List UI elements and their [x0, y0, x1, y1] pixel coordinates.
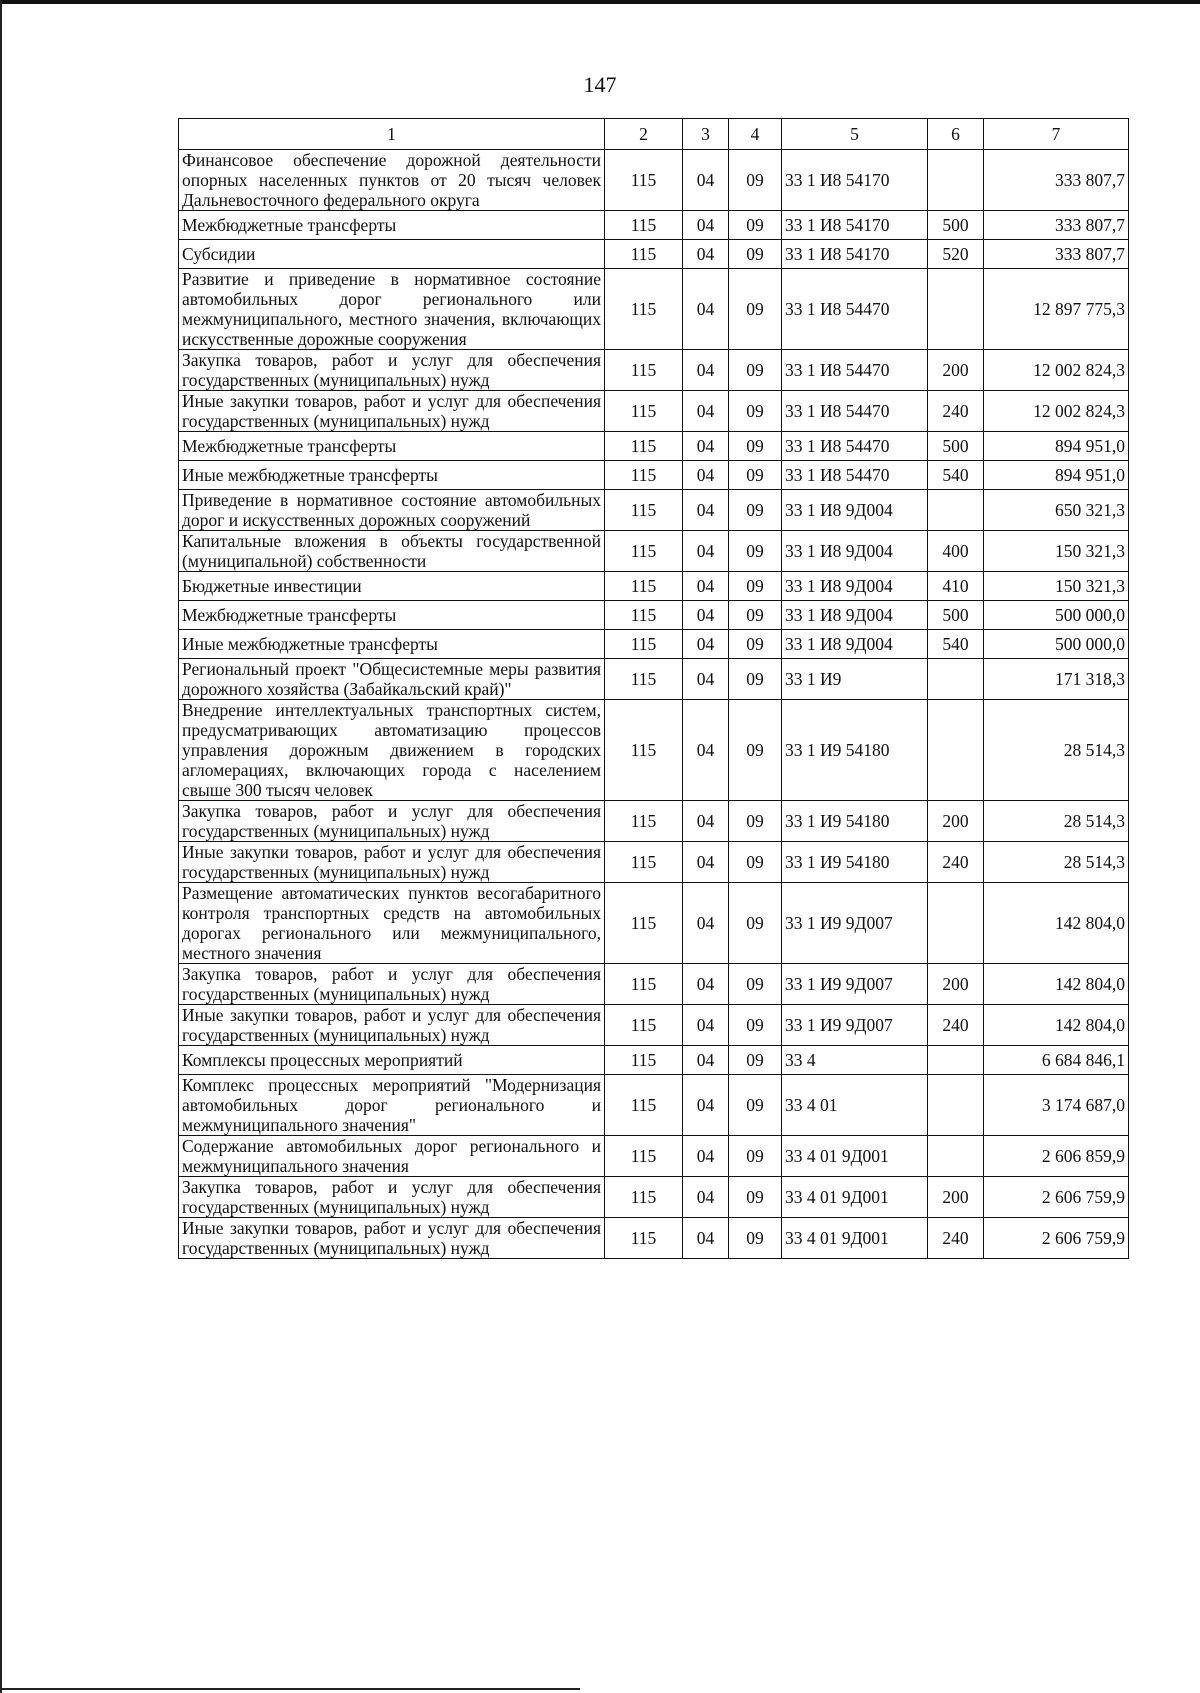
row-name: Содержание автомобильных дорог регионального и межмуниципального значения — [179, 1136, 605, 1177]
row-col-6: 500 — [928, 601, 984, 630]
row-col-6 — [928, 150, 984, 211]
row-col-5: 33 4 01 9Д001 — [782, 1136, 928, 1177]
table-row — [179, 659, 1129, 700]
row-col-4: 09 — [729, 572, 782, 601]
row-col-2: 115 — [605, 572, 683, 601]
row-col-4: 09 — [729, 1075, 782, 1136]
row-name: Закупка товаров, работ и услуг для обеспечения государственных (муниципальных) нужд — [179, 964, 605, 1005]
row-col-5: 33 1 И8 54170 — [782, 211, 928, 240]
row-col-3: 04 — [683, 1136, 729, 1177]
row-col-4: 09 — [729, 350, 782, 391]
table-row — [179, 1005, 1129, 1046]
table-row — [179, 1136, 1129, 1177]
row-col-6 — [928, 883, 984, 964]
row-name: Межбюджетные трансферты — [179, 432, 605, 461]
row-col-4: 09 — [729, 1005, 782, 1046]
row-col-6: 240 — [928, 1218, 984, 1259]
row-col-6 — [928, 490, 984, 531]
row-col-7: 12 897 775,3 — [984, 269, 1129, 350]
row-col-2: 115 — [605, 1046, 683, 1075]
row-name: Комплексы процессных мероприятий — [179, 1046, 605, 1075]
row-col-7: 12 002 824,3 — [984, 391, 1129, 432]
row-col-3: 04 — [683, 240, 729, 269]
row-col-7: 2 606 759,9 — [984, 1218, 1129, 1259]
row-col-7: 150 321,3 — [984, 572, 1129, 601]
table-row — [179, 601, 1129, 630]
row-col-5: 33 1 И8 54470 — [782, 269, 928, 350]
header-col-7: 7 — [984, 119, 1129, 150]
row-col-7: 28 514,3 — [984, 842, 1129, 883]
row-name: Межбюджетные трансферты — [179, 211, 605, 240]
row-name: Иные закупки товаров, работ и услуг для обеспечения государственных (муниципальных) нужд — [179, 391, 605, 432]
row-col-7: 28 514,3 — [984, 700, 1129, 801]
table-row — [179, 1046, 1129, 1075]
table-row — [179, 842, 1129, 883]
row-col-3: 04 — [683, 211, 729, 240]
row-col-5: 33 4 01 9Д001 — [782, 1177, 928, 1218]
row-col-2: 115 — [605, 801, 683, 842]
row-col-5: 33 1 И9 9Д007 — [782, 883, 928, 964]
row-col-2: 115 — [605, 883, 683, 964]
row-col-3: 04 — [683, 150, 729, 211]
row-col-7: 142 804,0 — [984, 964, 1129, 1005]
row-col-3: 04 — [683, 432, 729, 461]
table-row — [179, 531, 1129, 572]
row-col-4: 09 — [729, 461, 782, 490]
table-row — [179, 1177, 1129, 1218]
table-row — [179, 964, 1129, 1005]
row-col-5: 33 1 И8 9Д004 — [782, 531, 928, 572]
row-col-5: 33 4 — [782, 1046, 928, 1075]
table-row — [179, 150, 1129, 211]
header-col-3: 3 — [683, 119, 729, 150]
row-col-4: 09 — [729, 150, 782, 211]
scan-bottom-border — [0, 1688, 580, 1690]
scan-top-border — [0, 0, 1200, 4]
row-col-2: 115 — [605, 1177, 683, 1218]
row-col-5: 33 1 И8 54470 — [782, 391, 928, 432]
row-name: Комплекс процессных мероприятий "Модернизация автомобильных дорог регионального и межмуниципального значения" — [179, 1075, 605, 1136]
row-col-3: 04 — [683, 269, 729, 350]
row-name: Капитальные вложения в объекты государственной (муниципальной) собственности — [179, 531, 605, 572]
row-name: Иные закупки товаров, работ и услуг для обеспечения государственных (муниципальных) нужд — [179, 842, 605, 883]
row-name: Межбюджетные трансферты — [179, 601, 605, 630]
row-col-6: 410 — [928, 572, 984, 601]
row-col-4: 09 — [729, 659, 782, 700]
row-col-6: 240 — [928, 842, 984, 883]
row-col-7: 333 807,7 — [984, 211, 1129, 240]
row-name: Финансовое обеспечение дорожной деятельности опорных населенных пунктов от 20 тысяч человек Дальневосточного федерального округа — [179, 150, 605, 211]
row-col-5: 33 4 01 9Д001 — [782, 1218, 928, 1259]
row-col-4: 09 — [729, 630, 782, 659]
row-col-7: 28 514,3 — [984, 801, 1129, 842]
row-col-6: 240 — [928, 1005, 984, 1046]
row-col-2: 115 — [605, 1005, 683, 1046]
scan-left-border — [0, 0, 2, 1693]
row-col-7: 150 321,3 — [984, 531, 1129, 572]
row-name: Приведение в нормативное состояние автомобильных дорог и искусственных дорожных сооружений — [179, 490, 605, 531]
row-col-5: 33 1 И9 54180 — [782, 700, 928, 801]
table-row — [179, 630, 1129, 659]
row-col-3: 04 — [683, 1046, 729, 1075]
row-col-3: 04 — [683, 531, 729, 572]
table-row — [179, 461, 1129, 490]
row-col-4: 09 — [729, 531, 782, 572]
row-col-6: 520 — [928, 240, 984, 269]
row-col-6: 500 — [928, 432, 984, 461]
row-col-2: 115 — [605, 211, 683, 240]
row-col-6 — [928, 1075, 984, 1136]
row-col-6 — [928, 1136, 984, 1177]
row-name: Закупка товаров, работ и услуг для обеспечения государственных (муниципальных) нужд — [179, 350, 605, 391]
row-col-2: 115 — [605, 240, 683, 269]
table-body — [179, 150, 1129, 1259]
table-row — [179, 1218, 1129, 1259]
row-col-3: 04 — [683, 630, 729, 659]
row-col-3: 04 — [683, 801, 729, 842]
row-name: Развитие и приведение в нормативное состояние автомобильных дорог регионального или межмуниципального, местного значения, включающих искусственные дорожные сооружения — [179, 269, 605, 350]
row-col-6 — [928, 700, 984, 801]
row-col-3: 04 — [683, 964, 729, 1005]
row-col-4: 09 — [729, 269, 782, 350]
row-col-4: 09 — [729, 964, 782, 1005]
row-col-4: 09 — [729, 1218, 782, 1259]
row-col-5: 33 1 И9 9Д007 — [782, 1005, 928, 1046]
page-number: 147 — [583, 72, 617, 97]
row-col-7: 2 606 759,9 — [984, 1177, 1129, 1218]
table-row — [179, 1075, 1129, 1136]
row-col-6: 200 — [928, 964, 984, 1005]
row-name: Иные закупки товаров, работ и услуг для обеспечения государственных (муниципальных) нужд — [179, 1005, 605, 1046]
row-col-2: 115 — [605, 630, 683, 659]
row-col-3: 04 — [683, 391, 729, 432]
row-col-2: 115 — [605, 842, 683, 883]
row-col-4: 09 — [729, 700, 782, 801]
row-name: Внедрение интеллектуальных транспортных систем, предусматривающих автоматизацию процессов управления дорожным движением в городских агломерациях, включающих города с населением свыше 300 тысяч человек — [179, 700, 605, 801]
row-col-5: 33 1 И8 9Д004 — [782, 630, 928, 659]
row-col-6: 200 — [928, 350, 984, 391]
row-col-5: 33 1 И8 54470 — [782, 432, 928, 461]
row-name: Размещение автоматических пунктов весогабаритного контроля транспортных средств на автомобильных дорогах регионального или межмуниципального, местного значения — [179, 883, 605, 964]
table-row — [179, 883, 1129, 964]
row-col-6: 240 — [928, 391, 984, 432]
header-col-2: 2 — [605, 119, 683, 150]
row-col-5: 33 1 И8 9Д004 — [782, 572, 928, 601]
row-col-5: 33 1 И9 54180 — [782, 842, 928, 883]
row-col-5: 33 1 И8 54470 — [782, 461, 928, 490]
row-col-5: 33 1 И9 — [782, 659, 928, 700]
row-name: Иные межбюджетные трансферты — [179, 630, 605, 659]
row-col-3: 04 — [683, 842, 729, 883]
table-row — [179, 240, 1129, 269]
table-row — [179, 211, 1129, 240]
table-row — [179, 391, 1129, 432]
row-col-5: 33 1 И8 54470 — [782, 350, 928, 391]
row-col-6 — [928, 659, 984, 700]
row-name: Закупка товаров, работ и услуг для обеспечения государственных (муниципальных) нужд — [179, 801, 605, 842]
table-row — [179, 801, 1129, 842]
row-col-6 — [928, 269, 984, 350]
row-col-4: 09 — [729, 801, 782, 842]
row-col-6: 500 — [928, 211, 984, 240]
row-col-2: 115 — [605, 350, 683, 391]
row-col-7: 142 804,0 — [984, 883, 1129, 964]
row-col-7: 142 804,0 — [984, 1005, 1129, 1046]
row-col-3: 04 — [683, 700, 729, 801]
row-col-4: 09 — [729, 1046, 782, 1075]
row-col-3: 04 — [683, 350, 729, 391]
row-col-7: 2 606 859,9 — [984, 1136, 1129, 1177]
row-col-4: 09 — [729, 601, 782, 630]
row-col-7: 500 000,0 — [984, 601, 1129, 630]
row-col-2: 115 — [605, 531, 683, 572]
table-header-row — [179, 119, 1129, 150]
row-col-6: 540 — [928, 461, 984, 490]
row-col-5: 33 1 И8 9Д004 — [782, 490, 928, 531]
row-col-2: 115 — [605, 150, 683, 211]
row-col-4: 09 — [729, 842, 782, 883]
row-col-2: 115 — [605, 964, 683, 1005]
row-col-4: 09 — [729, 883, 782, 964]
table-row — [179, 700, 1129, 801]
row-col-4: 09 — [729, 391, 782, 432]
row-col-3: 04 — [683, 1075, 729, 1136]
row-name: Бюджетные инвестиции — [179, 572, 605, 601]
row-col-6: 200 — [928, 1177, 984, 1218]
row-col-3: 04 — [683, 601, 729, 630]
row-col-7: 171 318,3 — [984, 659, 1129, 700]
row-col-5: 33 1 И8 54170 — [782, 150, 928, 211]
row-col-7: 333 807,7 — [984, 150, 1129, 211]
row-col-7: 6 684 846,1 — [984, 1046, 1129, 1075]
row-name: Субсидии — [179, 240, 605, 269]
row-col-6 — [928, 1046, 984, 1075]
row-col-2: 115 — [605, 432, 683, 461]
row-col-5: 33 1 И9 54180 — [782, 801, 928, 842]
row-col-2: 115 — [605, 1075, 683, 1136]
row-col-3: 04 — [683, 659, 729, 700]
row-col-2: 115 — [605, 391, 683, 432]
table-row — [179, 490, 1129, 531]
row-col-7: 894 951,0 — [984, 461, 1129, 490]
header-col-6: 6 — [928, 119, 984, 150]
row-name: Иные закупки товаров, работ и услуг для обеспечения государственных (муниципальных) нужд — [179, 1218, 605, 1259]
row-col-6: 540 — [928, 630, 984, 659]
header-col-4: 4 — [729, 119, 782, 150]
row-col-2: 115 — [605, 490, 683, 531]
row-col-3: 04 — [683, 883, 729, 964]
row-col-5: 33 1 И8 54170 — [782, 240, 928, 269]
row-col-2: 115 — [605, 601, 683, 630]
row-col-5: 33 1 И8 9Д004 — [782, 601, 928, 630]
row-col-4: 09 — [729, 432, 782, 461]
row-col-6: 200 — [928, 801, 984, 842]
row-col-4: 09 — [729, 1136, 782, 1177]
row-col-7: 650 321,3 — [984, 490, 1129, 531]
table-row — [179, 572, 1129, 601]
row-col-5: 33 1 И9 9Д007 — [782, 964, 928, 1005]
row-name: Закупка товаров, работ и услуг для обеспечения государственных (муниципальных) нужд — [179, 1177, 605, 1218]
row-col-2: 115 — [605, 461, 683, 490]
row-col-3: 04 — [683, 1218, 729, 1259]
row-col-4: 09 — [729, 211, 782, 240]
row-col-2: 115 — [605, 269, 683, 350]
row-col-3: 04 — [683, 1177, 729, 1218]
row-col-4: 09 — [729, 1177, 782, 1218]
row-col-3: 04 — [683, 490, 729, 531]
table-row — [179, 350, 1129, 391]
row-col-7: 500 000,0 — [984, 630, 1129, 659]
row-col-3: 04 — [683, 1005, 729, 1046]
header-col-1: 1 — [179, 119, 605, 150]
row-col-7: 894 951,0 — [984, 432, 1129, 461]
budget-table — [178, 118, 1129, 1259]
row-col-3: 04 — [683, 461, 729, 490]
row-col-7: 333 807,7 — [984, 240, 1129, 269]
row-col-2: 115 — [605, 700, 683, 801]
row-col-4: 09 — [729, 240, 782, 269]
row-name: Иные межбюджетные трансферты — [179, 461, 605, 490]
row-col-3: 04 — [683, 572, 729, 601]
row-name: Региональный проект "Общесистемные меры развития дорожного хозяйства (Забайкальский край)" — [179, 659, 605, 700]
row-col-2: 115 — [605, 1136, 683, 1177]
row-col-2: 115 — [605, 659, 683, 700]
header-col-5: 5 — [782, 119, 928, 150]
table-row — [179, 432, 1129, 461]
row-col-7: 3 174 687,0 — [984, 1075, 1129, 1136]
row-col-6: 400 — [928, 531, 984, 572]
row-col-2: 115 — [605, 1218, 683, 1259]
row-col-5: 33 4 01 — [782, 1075, 928, 1136]
row-col-7: 12 002 824,3 — [984, 350, 1129, 391]
row-col-4: 09 — [729, 490, 782, 531]
table-row — [179, 269, 1129, 350]
